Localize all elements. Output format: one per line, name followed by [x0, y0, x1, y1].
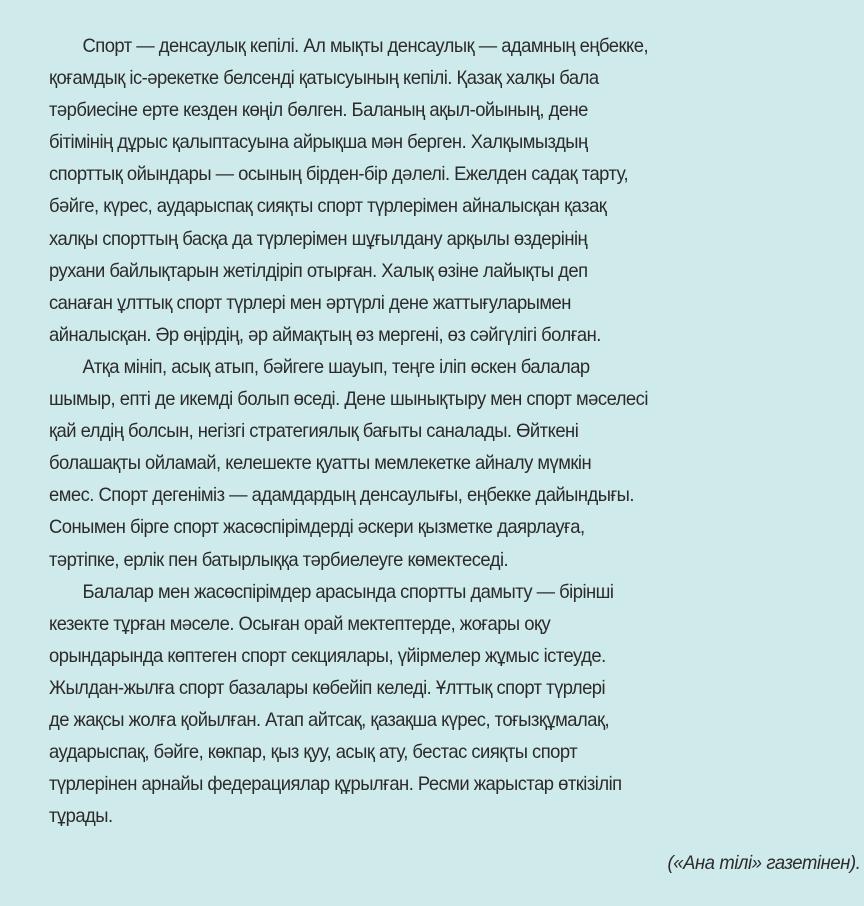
paragraph-3-line-2: кезекте тұрған мәселе. Осыған орай мектептерде, жоғары оқу — [49, 612, 551, 635]
paragraph-1-line-9: санаған ұлттық спорт түрлері мен әртүрлі дене жаттығуларымен — [49, 291, 571, 314]
paragraph-2-line-6: Сонымен бірге спорт жасөспірімдерді әскери қызметке даярлауға, — [49, 516, 585, 539]
paragraph-1-line-8: рухани байлықтарын жетілдіріп отырған. Халық өзіне лайықты деп — [49, 259, 588, 282]
paragraph-3-line-7: түрлерінен арнайы федерациялар құрылған. Ресми жарыстар өткізіліп — [49, 773, 622, 796]
paragraph-1-line-4: бітімінің дұрыс қалыптасуына айрықша мән берген. Халқымыздың — [49, 131, 588, 154]
paragraph-3-line-4: Жылдан-жылға спорт базалары көбейіп келеді. Ұлттық спорт түрлері — [49, 676, 606, 699]
paragraph-2-line-1: Атқа мініп, асық атып, бәйгеге шауып, теңге іліп өскен балалар — [82, 355, 590, 378]
paragraph-1-line-2: қоғамдық іс-әрекетке белсенді қатысуының кепілі. Қазақ халқы бала — [49, 67, 599, 90]
paragraph-1-line-5: спорттық ойындары — осының бірден-бір дәлелі. Ежелден садақ тарту, — [49, 163, 629, 186]
paragraph-3-line-5: де жақсы жолға қойылған. Атап айтсақ, қазақша күрес, тоғызқұмалақ, — [49, 708, 610, 731]
paragraph-1-line-7: халқы спорттың басқа да түрлерімен шұғылдану арқылы өздерінің — [49, 227, 588, 250]
paragraph-1-line-1: Спорт — денсаулық кепілі. Ал мықты денсаулық — адамның еңбекке, — [82, 35, 649, 57]
paragraph-3-line-8: тұрады. — [49, 805, 113, 828]
paragraph-2-line-7: тәртіпке, ерлік пен батырлыққа тәрбиелеуге көмектеседі. — [49, 548, 509, 571]
paragraph-2-line-2: шымыр, епті де икемді болып өседі. Дене шынықтыру мен спорт мәселесі — [49, 388, 648, 411]
paragraph-2-line-5: емес. Спорт дегеніміз — адамдардың денсаулығы, еңбекке дайындығы. — [49, 484, 634, 507]
source-citation: («Ана тілі» газетінен). — [667, 852, 860, 874]
paragraph-2-line-4: болашақты ойламай, келешекте қуатты мемлекетке айналу мүмкін — [49, 452, 592, 475]
paragraph-3-line-1: Балалар мен жасөспірімдер арасында спортты дамыту — бірінші — [82, 580, 614, 603]
paragraph-1-line-3: тәрбиесіне ерте кезден көңіл бөлген. Баланың ақыл-ойының, дене — [49, 99, 588, 122]
paragraph-1-line-6: бәйге, күрес, аударыспақ сияқты спорт түрлерімен айналысқан қазақ — [49, 195, 607, 218]
paragraph-3-line-3: орындарында көптеген спорт секциялары, үйірмелер жұмыс істеуде. — [49, 644, 606, 667]
paragraph-1-line-10: айналысқан. Әр өңірдің, әр аймақтың өз мергені, өз сәйгүлігі болған. — [49, 323, 601, 346]
article-text — [49, 30, 861, 832]
paragraph-2-line-3: қай елдің болсын, негізгі стратегиялық бағыты саналады. Өйткені — [49, 420, 579, 443]
paragraph-3-line-6: аударыспақ, бәйге, көкпар, қыз қуу, асық ату, бестас сияқты спорт — [49, 741, 578, 764]
